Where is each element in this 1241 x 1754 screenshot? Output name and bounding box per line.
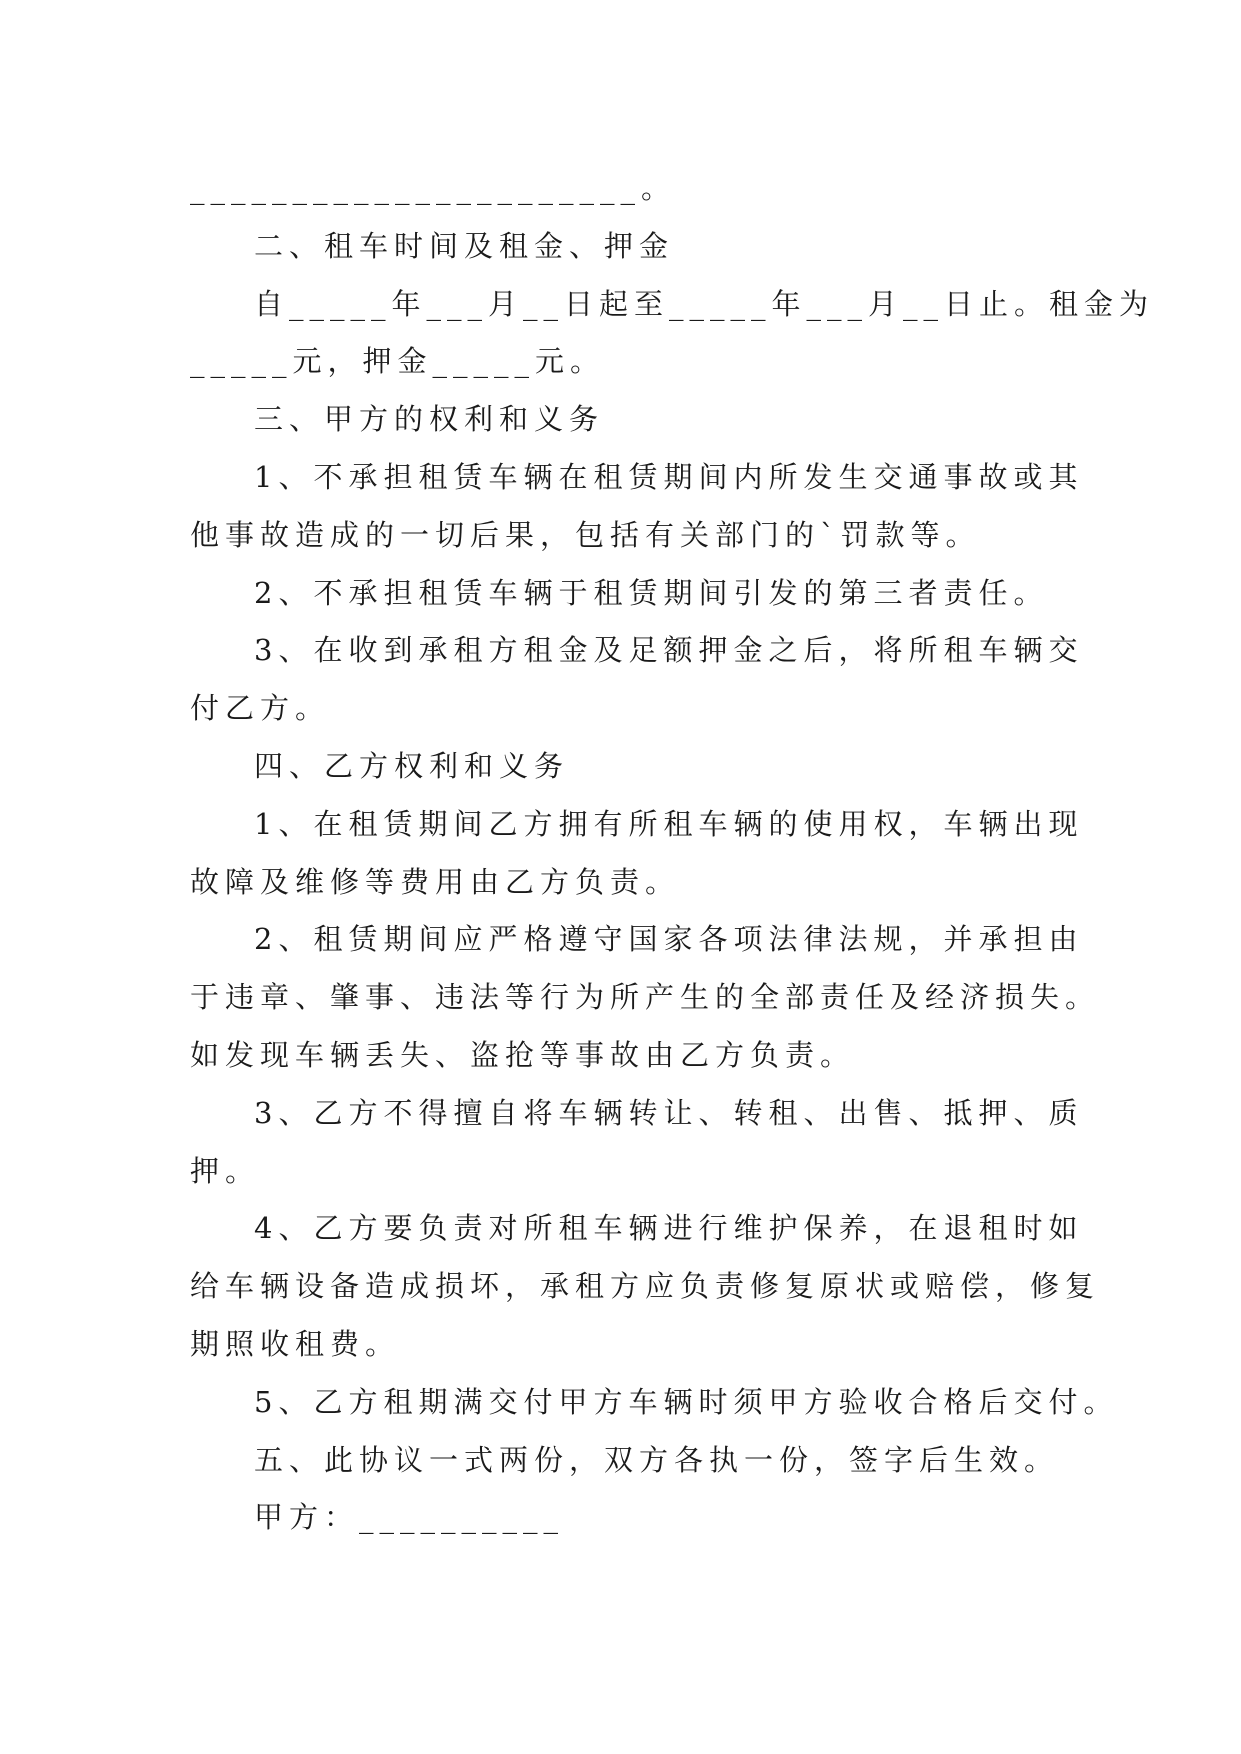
document-body [190, 160, 1155, 1547]
document-line: ______________________。 [190, 171, 677, 205]
document-line: 1、不承担租赁车辆在租赁期间内所发生交通事故或其 [254, 459, 1084, 494]
document-line: 3、在收到承租方租金及足额押金之后，将所租车辆交 [254, 633, 1084, 668]
document-line: 于违章、肇事、违法等行为所产生的全部责任及经济损失。 [190, 980, 1101, 1015]
document-line: 故障及维修等费用由乙方负责。 [190, 864, 681, 899]
document-line: 付乙方。 [190, 691, 331, 726]
document-line: 给车辆设备造成损坏，承租方应负责修复原状或赔偿，修复 [190, 1269, 1101, 1304]
document-line: 5、乙方租期满交付甲方车辆时须甲方验收合格后交付。 [254, 1384, 1119, 1419]
document-line: 二、租车时间及租金、押金 [254, 228, 675, 263]
document-line: 期照收租费。 [190, 1326, 401, 1361]
document-line: 三、甲方的权利和义务 [254, 402, 605, 437]
document-line: 如发现车辆丢失、盗抢等事故由乙方负责。 [190, 1037, 856, 1072]
document-line: 2、租赁期间应严格遵守国家各项法律法规，并承担由 [254, 922, 1084, 957]
document-line: 自_____年___月__日起至_____年___月__日止。租金为 [254, 286, 1155, 321]
document-line: 3、乙方不得擅自将车辆转让、转租、出售、抵押、质 [254, 1095, 1084, 1130]
document-line: 4、乙方要负责对所租车辆进行维护保养，在退租时如 [254, 1211, 1084, 1246]
document-line: 2、不承担租赁车辆于租赁期间引发的第三者责任。 [254, 575, 1049, 610]
document-line: 四、乙方权利和义务 [254, 748, 570, 783]
document-line: 押。 [190, 1153, 261, 1188]
document-line: 五、此协议一式两份，双方各执一份，签字后生效。 [254, 1442, 1060, 1477]
document-line: _____元，押金_____元。 [190, 344, 606, 379]
document-line: 他事故造成的一切后果，包括有关部门的`罚款等。 [190, 517, 981, 552]
document-line: 甲方：__________ [254, 1500, 565, 1535]
document-line: 1、在租赁期间乙方拥有所租车辆的使用权，车辆出现 [254, 806, 1084, 841]
